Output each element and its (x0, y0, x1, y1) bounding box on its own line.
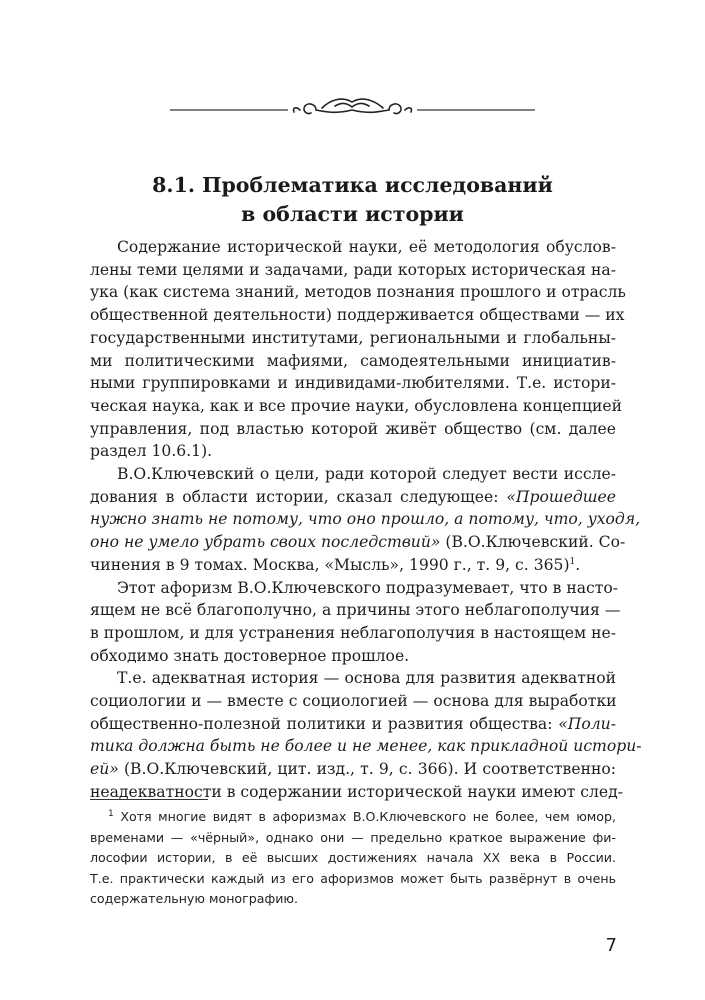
text-run: Хотя многие видят в афоризмах В.О.Ключевского не более, чем юмор, (113, 809, 616, 824)
text-line: ука (как система знаний, методов познания прошлого и отрасль (90, 283, 626, 302)
text-run: дования в области истории, сказал следующее: (90, 487, 507, 506)
footnote-line: лософии истории, в её высших достижениях начала XX века в России. (90, 850, 616, 865)
text-line: обходимо знать достоверное прошлое. (90, 646, 410, 665)
quote-text: нужно знать не потому, что оно прошло, а потому, что, уходя, (90, 510, 641, 529)
footnote-line: Т.е. практически каждый из его афоризмов может быть развёрнут в очень (90, 870, 616, 886)
quote-text: «Прошедшее (506, 487, 616, 506)
footnote (90, 807, 616, 910)
quote-text: оно не умело убрать своих последствий» (90, 533, 441, 552)
section-title-line-2: в области истории (241, 202, 464, 226)
footnote-marker: 1 (108, 808, 114, 819)
quote-text: «Поли- (558, 714, 616, 733)
text-line: ми политическими мафиями, самодеятельными инициатив- (90, 351, 616, 370)
paragraph-4 (90, 667, 642, 803)
footnote-ref[interactable]: 1 (569, 556, 576, 567)
text-line: социологии и — вместе с социологией — основа для выработки (90, 692, 617, 711)
footnote-line: содержательную монографию. (90, 891, 299, 906)
text-line (90, 486, 616, 509)
footnote-separator (90, 799, 208, 800)
text-run: (В.О.Ключевский, цит. изд., т. 9, с. 366). И соответственно: (118, 760, 616, 779)
text-run: чинения в 9 томах. Москва, «Мысль», 1990 г., т. 9, с. 365) (90, 555, 570, 574)
text-line: лены теми целями и задачами, ради которых историческая на- (90, 260, 616, 279)
text-line: общественной деятельности) поддерживается обществами — их (90, 306, 625, 325)
quote-text: ей» (90, 760, 119, 779)
text-line: управления, под властью которой живёт общество (см. далее (90, 419, 616, 438)
text-line: ческая наука, как и все прочие науки, обусловлена концепцией (90, 396, 623, 415)
text-line (90, 554, 616, 577)
text-line: В.О.Ключевский о цели, ради которой следует вести иссле- (117, 465, 616, 484)
quote-text: тика должна быть не более и не менее, как прикладной истори- (90, 737, 642, 756)
ornament-flourish-icon (170, 88, 535, 128)
text-line (90, 758, 616, 781)
body-text (90, 236, 642, 804)
decorative-divider (170, 88, 535, 128)
page-number: 7 (605, 935, 617, 956)
text-line (90, 531, 626, 554)
text-line: Содержание исторической науки, её методология обуслов- (117, 238, 616, 256)
text-line: Т.е. адекватная история — основа для развития адекватной (117, 669, 616, 688)
section-title-line-1: 8.1. Проблематика исследований (152, 173, 553, 197)
text-run: (В.О.Ключевский. Со- (440, 533, 626, 552)
text-run: . (575, 555, 581, 574)
text-line: государственными институтами, региональными и глобальны- (90, 328, 616, 347)
footnote-line (90, 807, 616, 828)
text-line (90, 713, 616, 736)
paragraph-3 (90, 577, 621, 668)
footnote-line: временами — «чёрный», однако они — предельно краткое выражение фи- (90, 829, 616, 845)
text-line: ящем не всё благополучно, а причины этого неблагополучия — (90, 601, 621, 620)
text-line: Этот афоризм В.О.Ключевского подразумевает, что в насто- (117, 578, 619, 597)
text-line: неадекватности в содержании исторической науки имеют след- (90, 782, 624, 801)
section-title (100, 171, 605, 229)
text-line: в прошлом, и для устранения неблагополучия в настоящем не- (90, 623, 616, 642)
paragraph-2 (90, 463, 641, 577)
text-line: ными группировками и индивидами-любителями. Т.е. истори- (90, 374, 616, 393)
text-line: раздел 10.6.1). (90, 442, 213, 461)
text-run: общественно-полезной политики и развития общества: (90, 714, 559, 733)
paragraph-1 (90, 236, 626, 463)
